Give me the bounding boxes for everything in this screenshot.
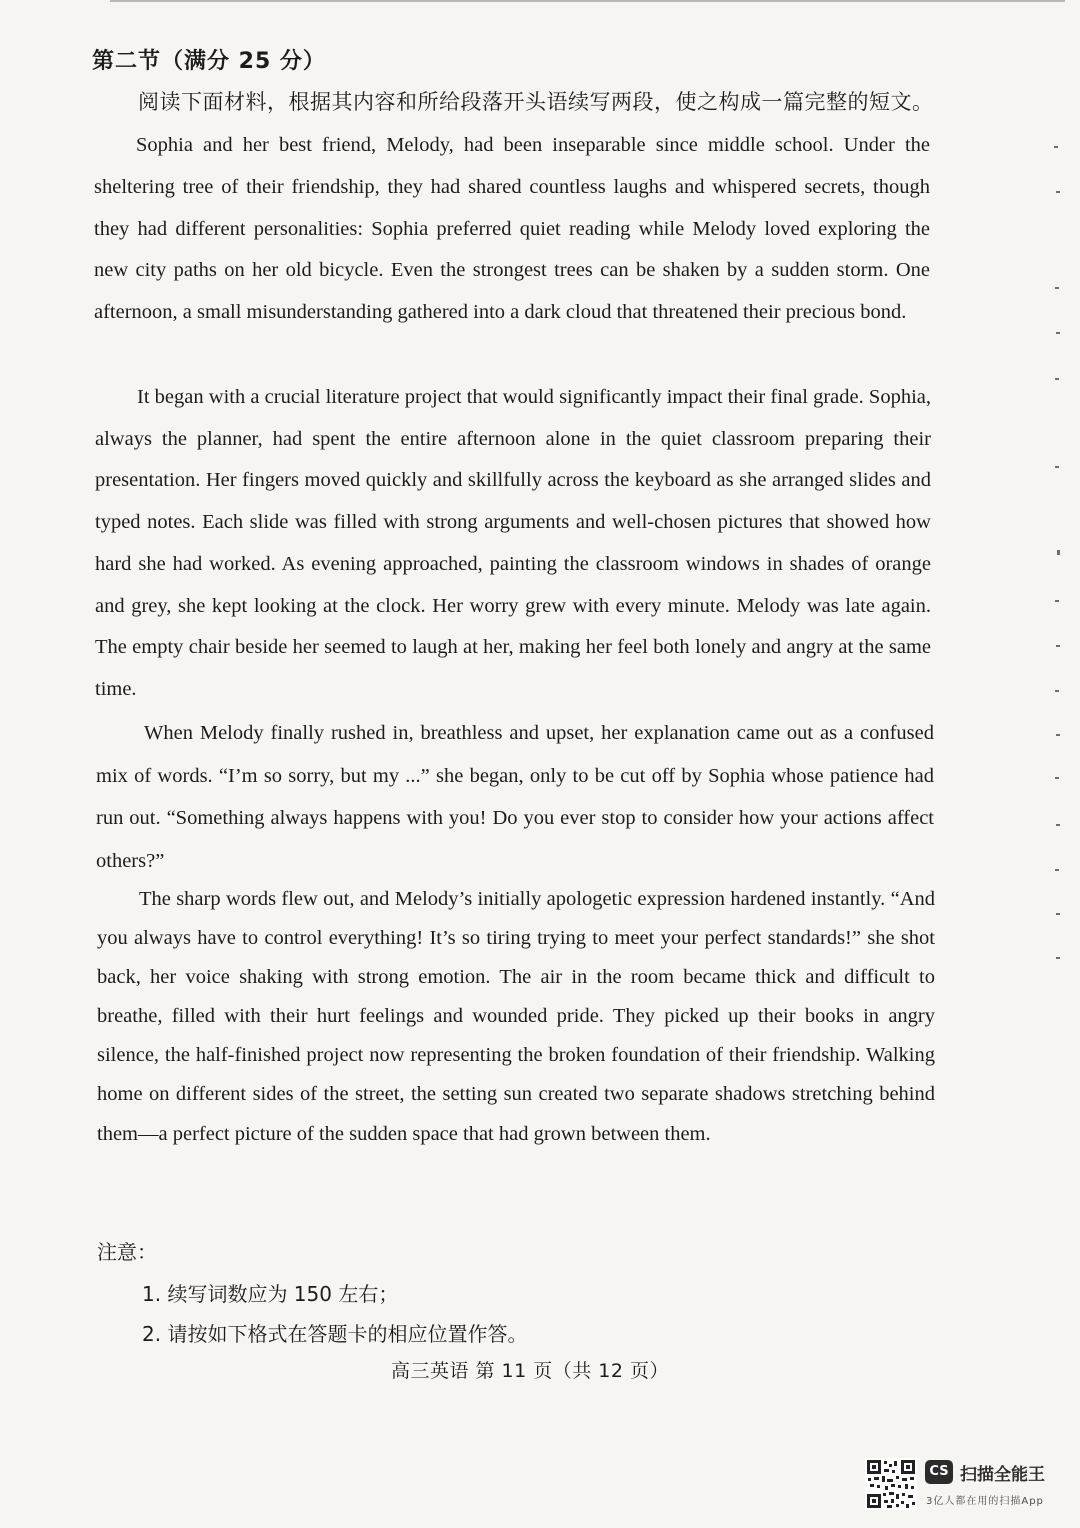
passage-paragraph-4: The sharp words flew out, and Melody’s initially apologetic expression hardened instantly. “And you always have to control everything! It’s so tiring trying to meet your perfect standards!” she shot back, her voice shaking with strong emotion. The air in the room became thick and difficult to breathe, filled with their hurt feelings and wounded pride. They picked up their books in angry silence, the half-finished project now representing the broken foundation of their friendship. Walking home on different sides of the street, the setting sun created two separate shadows stretching behind them—a perfect picture of the sudden space that had grown between them. [97, 888, 935, 1145]
brand-name: 扫描全能王 [960, 1465, 1045, 1485]
margin-mark [1056, 332, 1060, 334]
margin-mark [1055, 777, 1059, 779]
margin-mark [1057, 550, 1060, 555]
margin-mark [1056, 957, 1060, 959]
top-rule [110, 0, 1065, 2]
margin-mark [1056, 913, 1060, 915]
brand-tagline: 3亿人都在用的扫描App [926, 1496, 1044, 1507]
margin-mark [1055, 690, 1059, 692]
note-item-1: 1. 续写词数应为 150 左右； [142, 1282, 399, 1306]
margin-mark [1056, 734, 1060, 736]
margin-mark [1056, 824, 1060, 826]
notes-title: 注意： [97, 1240, 157, 1264]
margin-mark [1055, 287, 1059, 289]
margin-mark [1056, 191, 1060, 193]
margin-mark [1055, 600, 1059, 602]
margin-mark [1056, 645, 1060, 647]
passage-paragraph-1: Sophia and her best friend, Melody, had been inseparable since middle school. Under the sheltering tree of their friendship, they had shared countless laughs and whispered secrets, though they had different personalities: Sophia preferred quiet reading while Melody loved exploring the new city paths on her old bicycle. Even the strongest trees can be shaken by a sudden storm. One afternoon, a small misunderstanding gathered into a dark cloud that threatened their precious bond. [94, 134, 930, 324]
qr-code-icon [865, 1458, 917, 1510]
margin-mark [1054, 146, 1058, 148]
passage-paragraph-2: It began with a crucial literature project that would significantly impact their final grade. Sophia, always the planner, had spent the entire afternoon alone in the quiet classroom preparing their presentation. Her fingers moved quickly and skillfully across the keyboard as she arranged slides and typed notes. Each slide was filled with strong arguments and well-chosen pictures that showed how hard she had worked. As evening approached, painting the classroom windows in shades of orange and grey, she kept looking at the clock. Her worry grew with every minute. Melody was late again. The empty chair beside her seemed to laugh at her, making her feel both lonely and angry at the same time. [95, 386, 931, 700]
instruction: 阅读下面材料，根据其内容和所给段落开头语续写两段，使之构成一篇完整的短文。 [138, 90, 934, 114]
margin-mark [1055, 378, 1059, 380]
page-footer: 高三英语 第 11 页（共 12 页） [390, 1360, 670, 1382]
note-item-2: 2. 请按如下格式在答题卡的相应位置作答。 [142, 1322, 528, 1346]
margin-mark [1055, 466, 1059, 468]
margin-mark [1055, 869, 1059, 871]
section-title: 第二节（满分 25 分） [92, 49, 326, 74]
passage-paragraph-3: When Melody finally rushed in, breathless and upset, her explanation came out as a confused mix of words. “I’m so sorry, but my ...” she began, only to be cut off by Sophia whose patience had run out. “Something always happens with you! Do you ever stop to consider how your actions affect others?” [96, 722, 934, 872]
camscanner-logo: CS [925, 1460, 953, 1484]
